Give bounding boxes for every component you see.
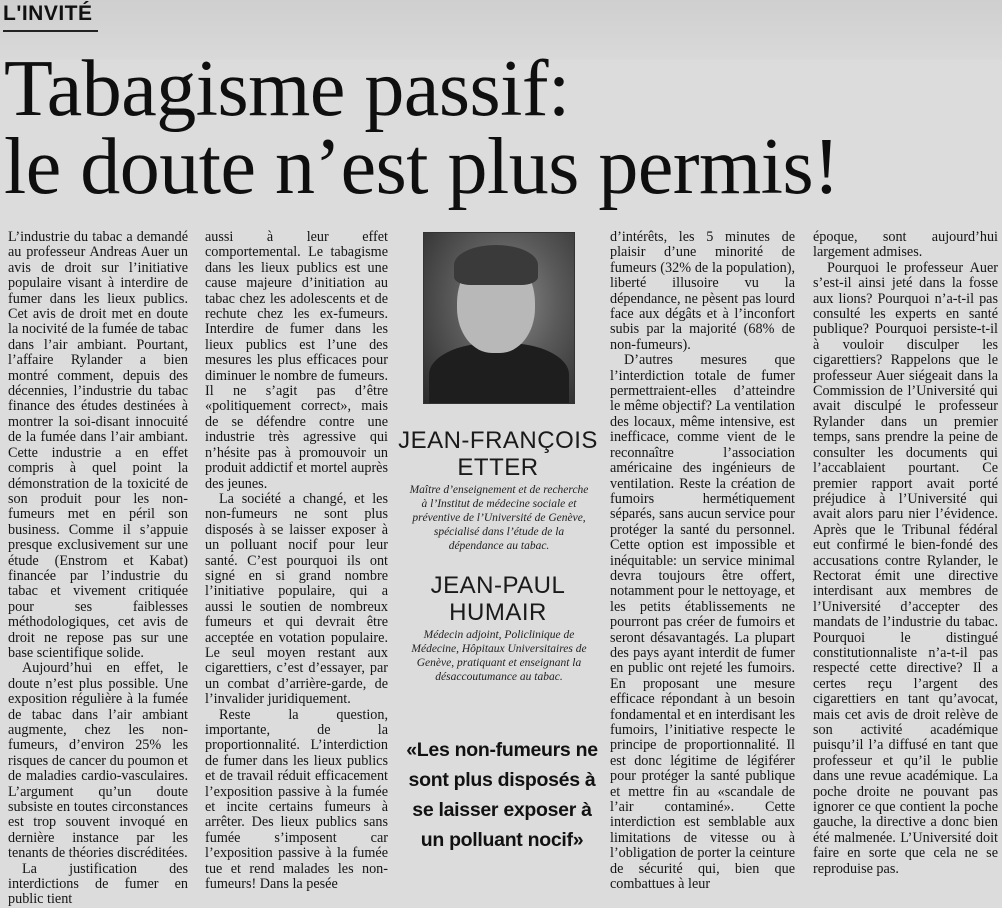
paragraph: Aujourd’hui en effet, le doute n’est plus possible. Une exposition régulière à la fumée de tabac dans l’air ambiant augmente, chez les non-fumeurs, d’environ 25% les risques de cancer du poumon et de maladies cardio-vasculaires. L’argument qu’un doute subsiste en toutes circonstances est trop souvent invoqué en dernière instance par les tenants de théories discréditées.	[8, 660, 188, 862]
pull-quote: «Les non-fumeurs ne sont plus disposés à se laisser exposer à un polluant nocif»	[406, 739, 598, 851]
author-description-2: Médecin adjoint, Policlinique de Médecine, Hôpitaux Universitaires de Genève, pratiquant et enseignant la désaccoutumance au tabac.	[411, 629, 587, 683]
paragraph: La société a changé, et les non-fumeurs ne sont plus disposés à se laisser exposer à un polluant nocif pour leur santé. C’est pourquoi ils ont signé en si grand nombre l’initiative populaire, qui a aussi le soutien de nombreux fumeurs et qui devrait être acceptée en votation populaire. Le seul moyen restant aux cigarettiers, c’est d’essayer, par un combat d’arrière-garde, de l’invalider juridiquement.	[205, 490, 388, 708]
photo-hair-shape	[454, 245, 538, 285]
rubric-underline	[3, 30, 98, 32]
author-name-1: JEAN-FRANÇOIS ETTER	[398, 427, 598, 481]
author-photo	[423, 232, 575, 404]
paragraph: D’autres mesures que l’interdiction totale de fumer permettraient-elles d’atteindre le même objectif? La ventilation des locaux, même intensive, est inefficace, comme vient de le reconnaître l’association américaine des ingénieurs de ventilation. Reste la création de fumoirs hermétiquement séparés, sans aucun service pour protéger la santé du personnel. Cette option est impossible et inéquitable: un service minimal devra toujours être offert, notamment pour le nettoyage, et les petits établissements ne pourront pas créer de fumoirs et seront désavantagés. La plupart des pays ayant interdit de fumer en public ont rejeté les fumoirs. En proposant une mesure efficace répondant à un besoin fondamental et en interdisant les fumoirs, l’initiative respecte le principe de proportionnalité. Il est donc légitime de légiférer pour protéger la santé publique et mettre fin au «scandale de l’air contaminé». Cette interdiction est semblable aux limitations de vitesse ou à l’obligation de porter la ceinture de sécurité qui, bien que combattues à leur	[610, 352, 795, 893]
article-column-1	[8, 230, 188, 908]
paragraph: époque, sont aujourd’hui largement admises.	[813, 229, 998, 261]
headline	[4, 45, 999, 211]
article-column-4	[610, 230, 795, 892]
paragraph: aussi à leur effet comportemental. Le tabagisme dans les lieux publics est une cause majeure d’initiation au tabac chez les adolescents et de rechute chez les ex-fumeurs. Interdire de fumer dans les lieux publics est l’une des mesures les plus efficaces pour diminuer le nombre de fumeurs. Il ne s’agit pas d’être «politiquement correct», mais de se défendre contre une industrie très agressive qui n’hésite pas à promouvoir un produit addictif et mortel auprès des jeunes.	[205, 229, 388, 492]
author-name-2: JEAN-PAUL HUMAIR	[430, 572, 566, 626]
paragraph: La justification des interdictions de fumer en public tient	[8, 860, 188, 908]
paragraph: Pourquoi le professeur Auer s’est-il ainsi jeté dans la fosse aux lions? Pourquoi n’a-t-il pas consulté les experts en santé publique? Pourquoi persiste-t-il à vouloir disculper les cigarettiers? Rappelons que le professeur Auer siégeait dans la Commission de l’Université qui avait disculpé le professeur Rylander dans un premier temps, sans prendre la peine de consulter les documents qui l’accablaient pourtant. Ce premier rapport avait porté préjudice à l’Université qui avait alors paru nier l’évidence. Après que le Tribunal fédéral eut confirmé le bien-fondé des accusations contre Rylander, le Rectorat émit une directive interdisant aux membres de l’Université d’accepter des mandats de l’industrie du tabac. Pourquoi le distingué constitutionnaliste n’a-t-il pas respecté cette directive? Il a certes reçu l’argent des cigarettiers en tant qu’avocat, mais cet avis de droit relève de son activité académique puisqu’il l’a diffusé en tant que professeur et qu’il le publie dans une revue académique. La poche droite ne pouvant pas ignorer ce que contient la poche gauche, la directive a donc bien été malmenée. L’Université doit faire en sorte que cela ne se reproduise pas.	[813, 259, 998, 877]
paragraph: d’intérêts, les 5 minutes de plaisir d’une minorité de fumeurs (32% de la population), liberté illusoire vu la dépendance, ne pèsent pas lourd face aux dégâts et à l’inconfort subis par la majorité (68% de non-fumeurs).	[610, 229, 795, 353]
paragraph: Reste la question, importante, de la proportionnalité. L’interdiction de fumer dans les lieux publics et de travail réduit efficacement l’exposition passive à la fumée et incite certains fumeurs à arrêter. Des lieux publics sans fumée s’imposent car l’exposition passive à la fumée tue et rend malades les non-fumeurs! Dans la pesée	[205, 706, 388, 893]
article-column-5	[813, 230, 998, 877]
paragraph: L’industrie du tabac a demandé au professeur Andreas Auer un avis de droit sur l’initiative populaire visant à interdire de fumer dans les lieux publics. Cet avis de droit met en doute la nocivité de la fumée de tabac dans l’air ambiant. Pourtant, l’affaire Rylander a bien montré comment, depuis des décennies, l’industrie du tabac finance des études destinées à montrer la soi-disant innocuité de la fumée dans l’air ambiant. Cette industrie a en effet compris à quel point la démonstration de la toxicité de son produit pour les non-fumeurs met en péril son business. Comme il s’appuie presque exclusivement sur une étude (Enstrom et Kabat) financée par l’industrie du tabac et vivement critiquée pour ses faiblesses méthodologiques, cet avis de droit ne repose pas sur une base scientifique solide.	[8, 229, 188, 661]
article-column-2	[205, 230, 388, 892]
section-rubric: L'INVITÉ	[3, 2, 93, 25]
author-description-1: Maître d’enseignement et de recherche à l’Institut de médecine sociale et préventive de l’Université de Genève, spécialisé dans l’étude de la dépendance au tabac.	[409, 484, 589, 552]
headline-line-1: Tabagisme passif:	[4, 45, 570, 133]
headline-line-2: le doute n’est plus permis!	[4, 123, 840, 211]
